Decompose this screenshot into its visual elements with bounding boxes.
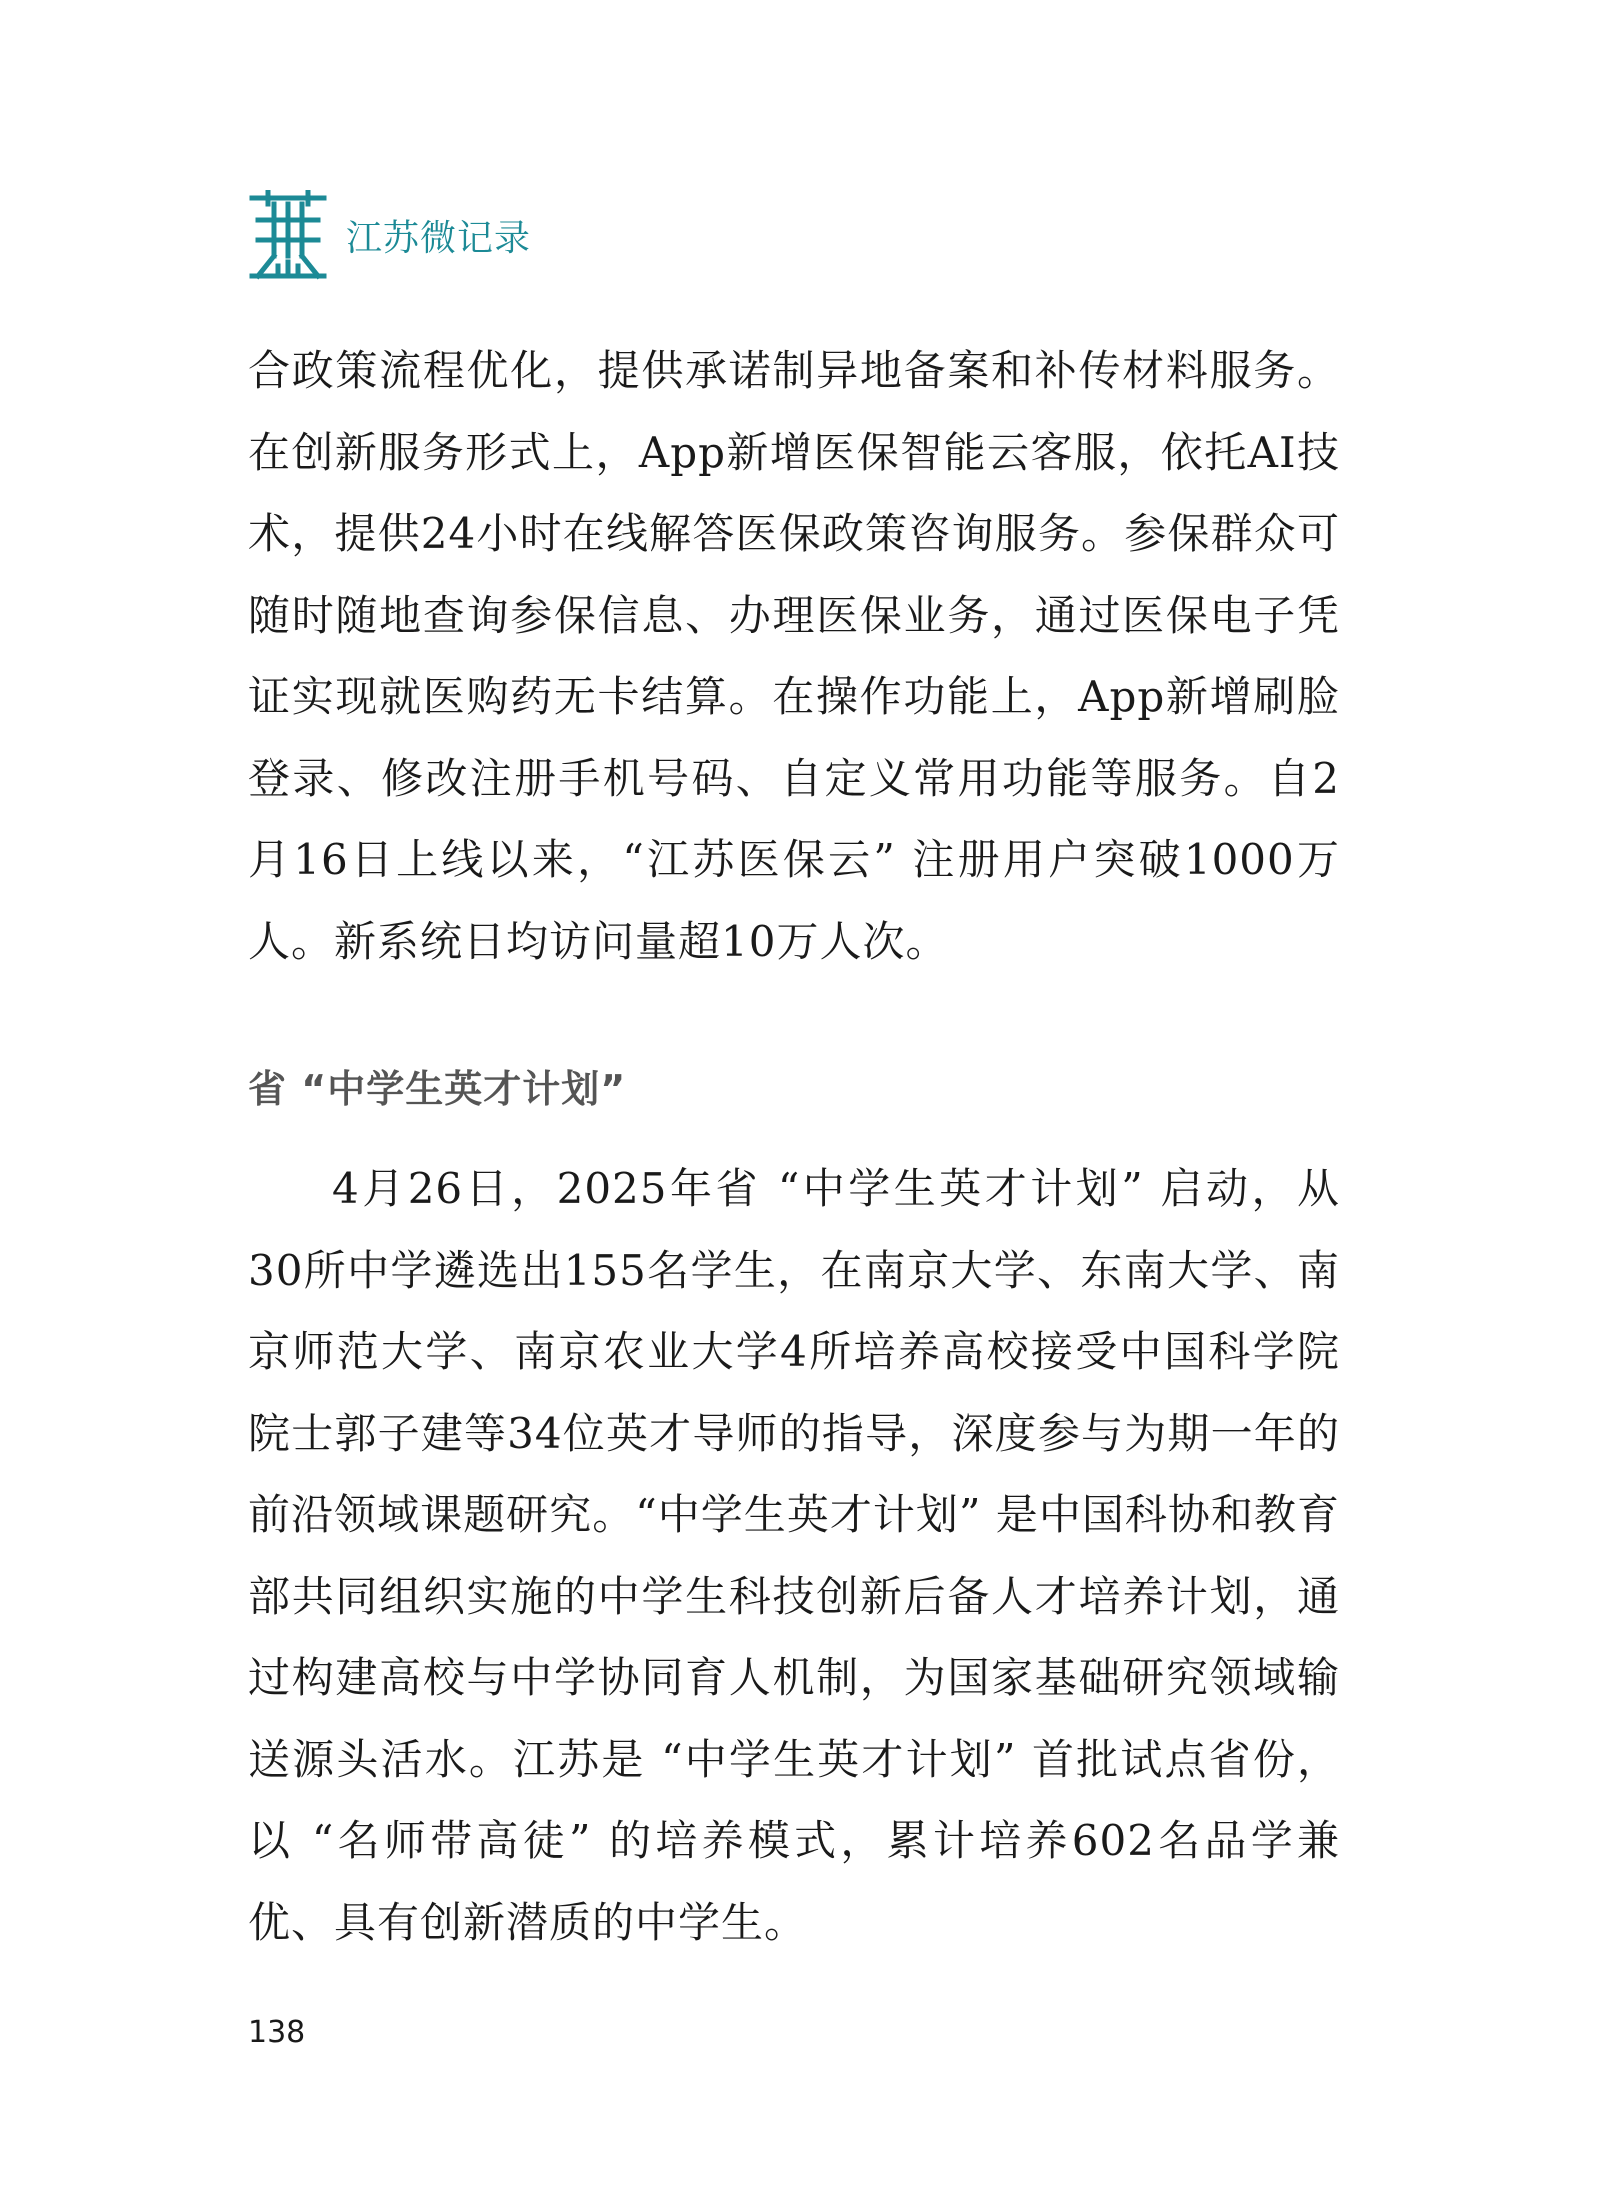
section-body-paragraph: 4月26日，2025年省 “中学生英才计划” 启动，从30所中学遴选出155名学生，在南京大学、东南大学、南京师范大学、南京农业大学4所培养高校接受中国科学院院士郭子建等34位英才导师的指导，深度参与为期一年的前沿领域课题研究。“中学生英才计划” 是中国科协和教育部共同组织实施的中学生科技创新后备人才培养计划，通过构建高校与中学协同育人机制，为国家基础研究领域输送源头活水。江苏是 “中学生英才计划” 首批试点省份，以 “名师带高徒” 的培养模式，累计培养602名品学兼优、具有创新潜质的中学生。	[248, 1164, 1340, 1947]
body-paragraph: 合政策流程优化，提供承诺制异地备案和补传材料服务。在创新服务形式上，App新增医保智能云客服，依托AI技术，提供24小时在线解答医保政策咨询服务。参保群众可随时随地查询参保信息、办理医保业务，通过医保电子凭证实现就医购药无卡结算。在操作功能上，App新增刷脸登录、修改注册手机号码、自定义常用功能等服务。自2月16日上线以来，“江苏医保云” 注册用户突破1000万人。新系统日均访问量超10万人次。	[248, 346, 1340, 966]
page-header	[248, 190, 531, 280]
header-title: 江苏微记录	[346, 217, 532, 259]
jiangsu-emblem-icon	[248, 190, 328, 280]
section-heading: 省 “中学生英才计划”	[248, 1067, 627, 1111]
page-content	[248, 330, 1340, 1963]
page-number: 138	[248, 2015, 306, 2050]
